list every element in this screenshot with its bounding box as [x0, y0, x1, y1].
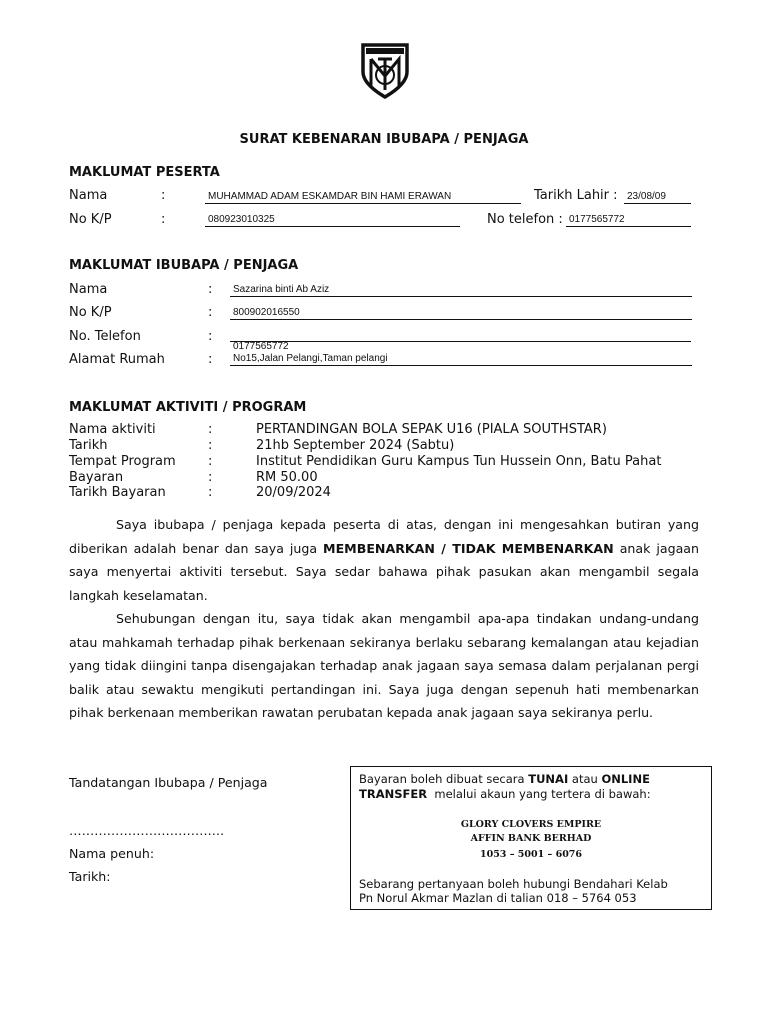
payment-info-box — [350, 766, 712, 910]
peserta-tarikh-lahir-field[interactable]: 23/08/09 — [624, 191, 691, 204]
consent-choice: MEMBENARKAN / TIDAK MEMBENARKAN — [323, 540, 614, 556]
colon: : — [208, 329, 213, 344]
consent-paragraph — [69, 513, 699, 607]
consent-text: Saya ibubapa / penjaga kepada peserta di atas, dengan ini mengesahkan butiran yang diberikan adalah benar dan saya juga — [69, 517, 699, 556]
colon: : — [208, 485, 213, 500]
ibubapa-nama-field[interactable]: Sazarina binti Ab Aziz — [230, 284, 692, 297]
colon: : — [208, 438, 213, 453]
aktiviti-tarikh-bayaran-value: 20/09/2024 — [256, 485, 331, 500]
aktiviti-tarikh-bayaran-label: Tarikh Bayaran — [69, 485, 166, 500]
peserta-telefon-field[interactable]: 0177565772 — [566, 214, 691, 227]
club-shield-logo — [360, 42, 410, 100]
ibubapa-telefon-line — [230, 341, 691, 342]
tarikh-label: Tarikh: — [69, 869, 111, 884]
payment-method-text — [359, 772, 705, 802]
aktiviti-bayaran-label: Bayaran — [69, 470, 124, 485]
consent-text-end: anak jagaan saya menyertai aktiviti tersebut. Saya sedar bahawa pihak pasukan akan mengambil segala langkah keselamatan. — [69, 540, 699, 603]
nama-penuh-label: Nama penuh: — [69, 846, 155, 861]
aktiviti-tarikh-value: 21hb September 2024 (Sabtu) — [256, 438, 455, 453]
aktiviti-bayaran-value: RM 50.00 — [256, 470, 318, 485]
signature-line[interactable]: ………………………………. — [69, 823, 225, 838]
peserta-telefon-label: No telefon : — [487, 212, 563, 227]
payment-transfer: TRANSFER — [359, 787, 428, 801]
document-title: SURAT KEBENARAN IBUBAPA / PENJAGA — [239, 132, 529, 147]
peserta-nokp-label: No K/P — [69, 212, 112, 227]
aktiviti-nama-label: Nama aktiviti — [69, 422, 156, 437]
section-heading-peserta: MAKLUMAT PESERTA — [69, 165, 220, 180]
ibubapa-alamat-field[interactable]: No15,Jalan Pelangi,Taman pelangi — [230, 353, 692, 366]
ibubapa-nokp-label: No K/P — [69, 305, 112, 320]
payment-text: atau — [571, 772, 598, 786]
section-heading-ibubapa: MAKLUMAT IBUBAPA / PENJAGA — [69, 258, 299, 273]
colon: : — [161, 212, 166, 227]
peserta-nokp-field[interactable]: 080923010325 — [205, 214, 460, 227]
contact-line-1: Sebarang pertanyaan boleh hubungi Bendahari Kelab — [359, 877, 668, 891]
peserta-nama-label: Nama — [69, 188, 108, 203]
aktiviti-tempat-label: Tempat Program — [69, 454, 176, 469]
liability-paragraph — [69, 607, 699, 725]
aktiviti-tempat-value: Institut Pendidikan Guru Kampus Tun Hussein Onn, Batu Pahat — [256, 454, 662, 469]
colon: : — [161, 188, 166, 203]
payment-text: Bayaran boleh dibuat secara — [359, 772, 525, 786]
account-number: 1053 – 5001 – 6076 — [479, 849, 583, 860]
account-name: GLORY CLOVERS EMPIRE — [460, 819, 602, 830]
signature-label: Tandatangan Ibubapa / Penjaga — [69, 775, 268, 790]
ibubapa-telefon-label: No. Telefon — [69, 329, 141, 344]
ibubapa-alamat-label: Alamat Rumah — [69, 352, 165, 367]
peserta-tarikh-lahir-label: Tarikh Lahir : — [534, 188, 618, 203]
colon: : — [208, 305, 213, 320]
colon: : — [208, 352, 213, 367]
contact-line-2: Pn Norul Akmar Mazlan di talian 018 – 5764 053 — [359, 891, 637, 905]
ibubapa-nokp-field[interactable]: 800902016550 — [230, 307, 692, 320]
ibubapa-telefon-field[interactable]: 0177565772 — [233, 341, 289, 352]
peserta-nama-field[interactable]: MUHAMMAD ADAM ESKAMDAR BIN HAMI ERAWAN — [205, 191, 521, 204]
colon: : — [208, 422, 213, 437]
ibubapa-nama-label: Nama — [69, 282, 108, 297]
payment-text: melalui akaun yang tertera di bawah: — [434, 787, 651, 801]
payment-online: ONLINE — [601, 772, 650, 786]
colon: : — [208, 282, 213, 297]
section-heading-aktiviti: MAKLUMAT AKTIVITI / PROGRAM — [69, 400, 307, 415]
liability-text: Sehubungan dengan itu, saya tidak akan mengambil apa-apa tindakan undang-undang atau mahkamah terhadap pihak berkenaan sekiranya berlaku sebarang kemalangan atau kejadian yang tidak diingini tanpa disengajakan terhadap anak jagaan saya semasa dalam perjalanan pergi balik atau sewaktu mengikuti pertandingan ini. Saya juga dengan sepenuh hati membenarkan pihak berkenaan memberikan rawatan perubatan kepada anak jagaan saya sekiranya perlu. — [69, 611, 699, 720]
colon: : — [208, 454, 213, 469]
colon: : — [208, 470, 213, 485]
aktiviti-tarikh-label: Tarikh — [69, 438, 108, 453]
payment-tunai: TUNAI — [528, 772, 569, 786]
bank-name: AFFIN BANK BERHAD — [470, 833, 592, 844]
aktiviti-nama-value: PERTANDINGAN BOLA SEPAK U16 (PIALA SOUTHSTAR) — [256, 422, 607, 437]
